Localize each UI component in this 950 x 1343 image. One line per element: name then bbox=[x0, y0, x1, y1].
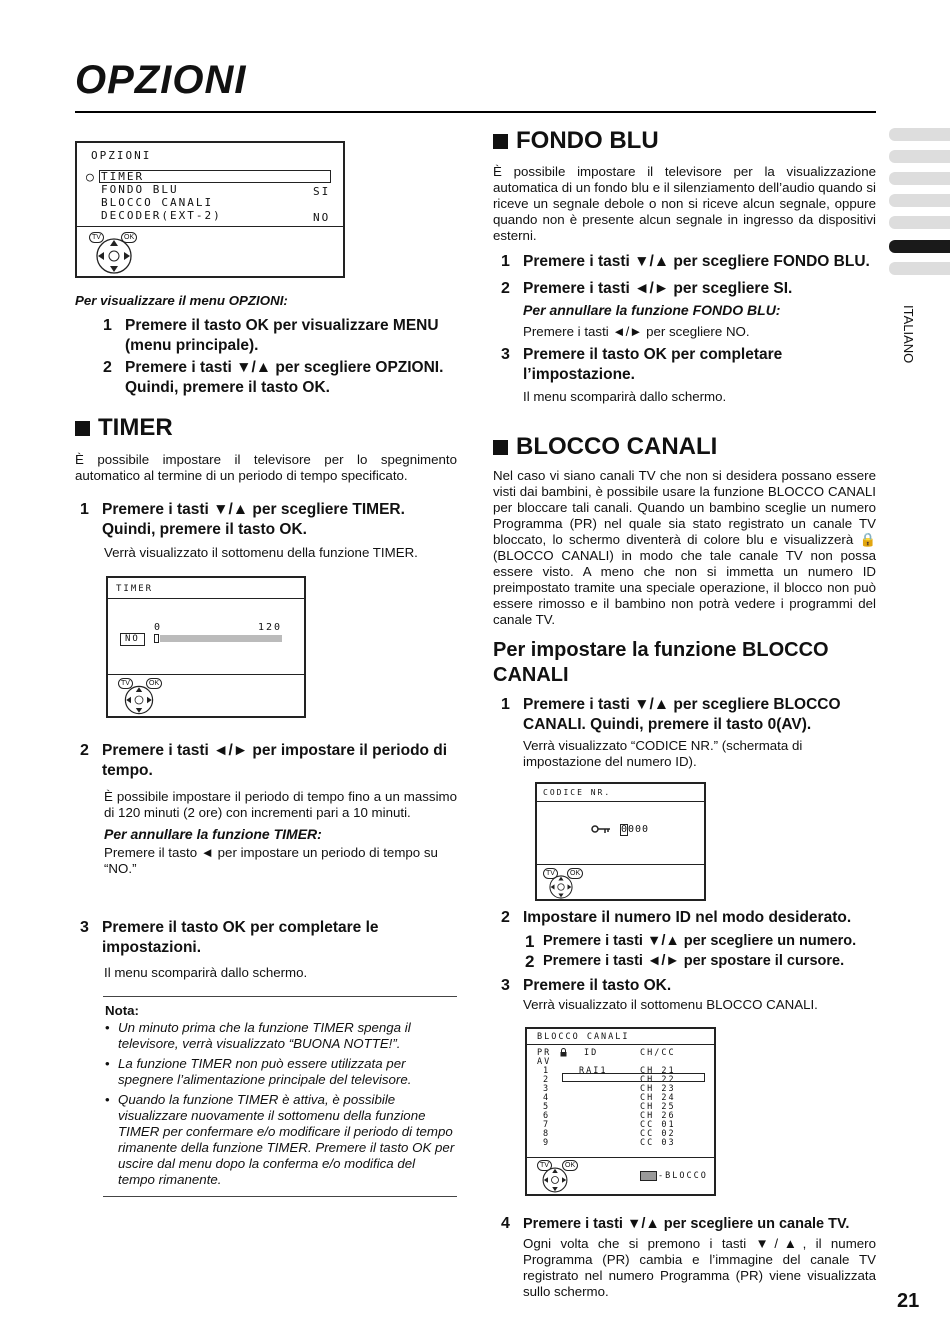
step-number: 2 bbox=[525, 952, 535, 971]
fondo-step-2: Premere i tasti ◄/► per scegliere SI. bbox=[523, 280, 793, 297]
section-tab-active bbox=[889, 240, 950, 253]
step-number: 1 bbox=[501, 696, 510, 713]
timer-min: 0 bbox=[154, 622, 163, 633]
title-divider bbox=[75, 111, 876, 113]
timer-cancel-text: Premere il tasto ◄ per impostare un periodo di tempo su “NO.” bbox=[104, 845, 438, 876]
blocco-step-1: Premere i tasti ▼/▲ per scegliere BLOCCO CANALI. Quindi, premere il tasto 0(AV). bbox=[523, 696, 841, 733]
timer-cancel-heading: Per annullare la funzione TIMER: bbox=[104, 826, 322, 842]
channel-pr: 8 bbox=[543, 1129, 551, 1139]
channel-row bbox=[527, 1058, 714, 1067]
step-number: 1 bbox=[525, 932, 535, 951]
channel-ch: CC 02 bbox=[640, 1129, 676, 1139]
col-ch: CH/CC bbox=[640, 1048, 676, 1058]
fondo-step-3-sub: Il menu scomparirà dallo schermo. bbox=[523, 389, 727, 404]
ok-button-label: OK bbox=[567, 868, 583, 879]
channel-pr: 5 bbox=[543, 1102, 551, 1112]
menu-item-fondo-blu: FONDO BLU bbox=[101, 183, 179, 196]
blocco-step-2: Impostare il numero ID nel modo desiderato. bbox=[523, 909, 852, 926]
menu-item-blocco-canali: BLOCCO CANALI bbox=[101, 196, 214, 209]
channel-ch: CH 26 bbox=[640, 1111, 676, 1121]
screen-title: TIMER bbox=[116, 584, 154, 594]
timer-slider-knob bbox=[154, 634, 159, 643]
channel-row bbox=[527, 1121, 714, 1130]
code-screen bbox=[535, 782, 706, 901]
channel-ch: CH 22 bbox=[640, 1075, 676, 1085]
channel-row bbox=[527, 1112, 714, 1121]
channel-row bbox=[527, 1103, 714, 1112]
note-divider bbox=[103, 996, 457, 997]
channel-pr: 7 bbox=[543, 1120, 551, 1130]
note-divider bbox=[103, 1196, 457, 1197]
key-icon bbox=[591, 824, 611, 834]
timer-slider-track bbox=[160, 635, 282, 642]
ok-button-label: OK bbox=[562, 1160, 578, 1171]
blocco-step-3-sub: Verrà visualizzato il sottomenu BLOCCO CANALI. bbox=[523, 997, 818, 1012]
tv-button-label: TV bbox=[118, 678, 133, 689]
step-number: 3 bbox=[501, 977, 510, 994]
fondo-step-1: Premere i tasti ▼/▲ per scegliere FONDO BLU. bbox=[523, 253, 870, 270]
screen-divider bbox=[527, 1157, 714, 1158]
ok-button-label: OK bbox=[121, 232, 137, 243]
note-heading: Nota: bbox=[105, 1003, 139, 1018]
blocco-step-4-sub: Ogni volta che si premono i tasti ▼/▲, il numero Programma (PR) cambia e l’immagine del canale TV registrato nel numero Programma (PR) viene visualizzata sullo schermo. bbox=[523, 1236, 876, 1299]
section-tab bbox=[889, 216, 950, 229]
blocco-canali-heading: BLOCCO CANALI bbox=[493, 433, 717, 461]
screen-title: CODICE NR. bbox=[543, 788, 612, 797]
directional-pad-icon bbox=[541, 1166, 569, 1194]
channel-pr: 4 bbox=[543, 1093, 551, 1103]
screen-divider bbox=[537, 801, 704, 802]
timer-step-2-sub: È possibile impostare il periodo di tempo fino a un massimo di 120 minuti (2 ore) con incrementi pari a 10 minuti. bbox=[104, 789, 457, 820]
step-number: 2 bbox=[103, 359, 112, 376]
step-number: 3 bbox=[501, 346, 510, 363]
channel-row bbox=[527, 1130, 714, 1139]
step-number: 2 bbox=[501, 280, 510, 297]
channel-list-screen bbox=[525, 1027, 716, 1196]
timer-max: 120 bbox=[258, 622, 283, 633]
directional-pad-icon bbox=[123, 684, 155, 716]
menu-value-si: SI bbox=[313, 185, 331, 198]
timer-step-2: Premere i tasti ◄/► per impostare il periodo di tempo. bbox=[102, 742, 448, 779]
page-number: 21 bbox=[897, 1290, 920, 1312]
screen-title: OPZIONI bbox=[91, 149, 152, 162]
blocco-step-1-sub: Verrà visualizzato “CODICE NR.” (schermata di impostazione del numero ID). bbox=[523, 738, 803, 769]
channel-ch: CH 24 bbox=[640, 1093, 676, 1103]
menu-item-decoder: DECODER(EXT-2) bbox=[101, 209, 222, 222]
blocked-legend: -BLOCCO bbox=[658, 1171, 708, 1181]
directional-pad-icon bbox=[548, 874, 574, 900]
tv-button-label: TV bbox=[89, 232, 104, 243]
page-title: OPZIONI bbox=[75, 58, 247, 102]
col-pr: PR bbox=[537, 1048, 552, 1058]
channel-pr: AV bbox=[537, 1057, 552, 1067]
step-number: 1 bbox=[80, 501, 89, 518]
id-code: 0000 bbox=[621, 824, 650, 835]
blocco-intro: Nel caso vi siano canali TV che non si desidera possano essere visti dai bambini, è possibile usare la funzione BLOCCO CANALI per bloccare tali canali. Quando un bambino sceglie un numero Programma (PR) nel quale sia stato registrato un canale TV bloccato, lo schermo diventerà di colore blu e visualizzerà 🔒 (BLOCCO CANALI) in modo che tale canale TV non possa essere visto. A meno che non si immetta un numero ID preimpostato tramite una speciale operazione, il blocco non può essere rimosso e il bambino non potrà vedere i programmi del canale TV. bbox=[493, 468, 876, 627]
menu-value-no: NO bbox=[313, 211, 331, 224]
channel-pr: 9 bbox=[543, 1138, 551, 1148]
channel-ch: CH 25 bbox=[640, 1102, 676, 1112]
selected-row-highlight bbox=[562, 1073, 705, 1082]
section-tab bbox=[889, 128, 950, 141]
step-number: 1 bbox=[501, 253, 510, 270]
channel-pr: 3 bbox=[543, 1084, 551, 1094]
channel-row bbox=[527, 1139, 714, 1148]
screen-divider bbox=[108, 598, 304, 599]
fondo-step-3: Premere il tasto OK per completare l’impostazione. bbox=[523, 346, 783, 383]
directional-pad-icon bbox=[94, 236, 134, 276]
timer-step-1: Premere i tasti ▼/▲ per scegliere TIMER. Quindi, premere il tasto OK. bbox=[102, 501, 405, 538]
blocked-swatch bbox=[640, 1171, 657, 1181]
menu-item-timer: TIMER bbox=[101, 170, 145, 183]
fondo-cancel-heading: Per annullare la funzione FONDO BLU: bbox=[523, 302, 781, 318]
timer-step-3: Premere il tasto OK per completare le impostazioni. bbox=[102, 919, 379, 956]
tv-button-label: TV bbox=[543, 868, 558, 879]
screen-divider bbox=[537, 864, 704, 865]
intro-step-2: Premere i tasti ▼/▲ per scegliere OPZIONI. Quindi, premere il tasto OK. bbox=[125, 359, 444, 396]
lock-icon bbox=[560, 1048, 567, 1057]
language-label: ITALIANO bbox=[901, 305, 916, 364]
step-number: 3 bbox=[80, 919, 89, 936]
step-number: 2 bbox=[501, 909, 510, 926]
channel-row bbox=[527, 1094, 714, 1103]
note-item: • La funzione TIMER non può essere utilizzata per spegnere l’alimentazione principale del televisore. bbox=[105, 1056, 412, 1087]
section-tab bbox=[889, 262, 950, 275]
channel-ch: CC 01 bbox=[640, 1120, 676, 1130]
options-menu-screen bbox=[75, 141, 345, 278]
step-number: 4 bbox=[501, 1215, 510, 1232]
intro-heading: Per visualizzare il menu OPZIONI: bbox=[75, 293, 288, 308]
fondo-blu-heading: FONDO BLU bbox=[493, 127, 659, 155]
section-tab bbox=[889, 150, 950, 163]
section-tab bbox=[889, 172, 950, 185]
timer-heading: TIMER bbox=[75, 414, 173, 442]
timer-value: NO bbox=[120, 633, 145, 646]
timer-screen bbox=[106, 576, 306, 718]
screen-title: BLOCCO CANALI bbox=[537, 1032, 630, 1042]
blocco-subheading: Per impostare la funzione BLOCCO CANALI bbox=[493, 639, 829, 686]
note-item: • Quando la funzione TIMER è attiva, è possibile visualizzare nuovamente il sottomenu della funzione TIMER per confermare e/o modificare il periodo di tempo rimanente della funzione TIMER. Premere il tasto OK per uscire dal menu dopo la conferma e/o modifica del tempo rimanente. bbox=[105, 1092, 455, 1187]
code-cursor bbox=[620, 824, 628, 836]
ok-button-label: OK bbox=[146, 678, 162, 689]
screen-divider bbox=[527, 1044, 714, 1045]
step-number: 1 bbox=[103, 317, 112, 334]
timer-step-3-sub: Il menu scomparirà dallo schermo. bbox=[104, 965, 308, 980]
blocco-step-3: Premere il tasto OK. bbox=[523, 977, 672, 994]
col-id: ID bbox=[584, 1048, 599, 1058]
channel-ch: CH 23 bbox=[640, 1084, 676, 1094]
note-item: • Un minuto prima che la funzione TIMER spenga il televisore, verrà visualizzato “BUONA NOTTE!”. bbox=[105, 1020, 411, 1051]
channel-pr: 6 bbox=[543, 1111, 551, 1121]
timer-intro: È possibile impostare il televisore per lo spegnimento automatico al termine di un periodo di tempo specificato. bbox=[75, 452, 457, 483]
blocco-step-4: Premere i tasti ▼/▲ per scegliere un canale TV. bbox=[523, 1216, 850, 1232]
bullet-square-icon bbox=[75, 421, 90, 436]
fondo-blu-intro: È possibile impostare il televisore per la visualizzazione automatica di un fondo blu e il silenziamento dell’audio quando si riceve un segnale debole o non si riceve alcun segnale, oppure quando non è presente alcun segnale in ingresso da dispositivi esterni. bbox=[493, 164, 876, 243]
timer-step-1-sub: Verrà visualizzato il sottomenu della funzione TIMER. bbox=[104, 545, 418, 560]
fondo-cancel-text: Premere i tasti ◄/► per scegliere NO. bbox=[523, 324, 750, 339]
blocco-substep-1: Premere i tasti ▼/▲ per scegliere un numero. bbox=[543, 933, 857, 949]
channel-ch: CC 03 bbox=[640, 1138, 676, 1148]
section-tab bbox=[889, 194, 950, 207]
blocco-substep-2: Premere i tasti ◄/► per spostare il cursore. bbox=[543, 953, 845, 969]
channel-pr: 1 bbox=[543, 1066, 551, 1076]
cursor-icon: ○ bbox=[86, 170, 96, 185]
step-number: 2 bbox=[80, 742, 89, 759]
screen-divider bbox=[108, 674, 304, 675]
channel-pr: 2 bbox=[543, 1075, 551, 1085]
tv-button-label: TV bbox=[537, 1160, 552, 1171]
bullet-square-icon bbox=[493, 134, 508, 149]
channel-ch: CH 21 bbox=[640, 1066, 676, 1076]
channel-row bbox=[527, 1085, 714, 1094]
screen-divider bbox=[77, 226, 343, 227]
bullet-square-icon bbox=[493, 440, 508, 455]
channel-id: RAI1 bbox=[579, 1066, 608, 1076]
intro-step-1: Premere il tasto OK per visualizzare MENU (menu principale). bbox=[125, 317, 439, 354]
